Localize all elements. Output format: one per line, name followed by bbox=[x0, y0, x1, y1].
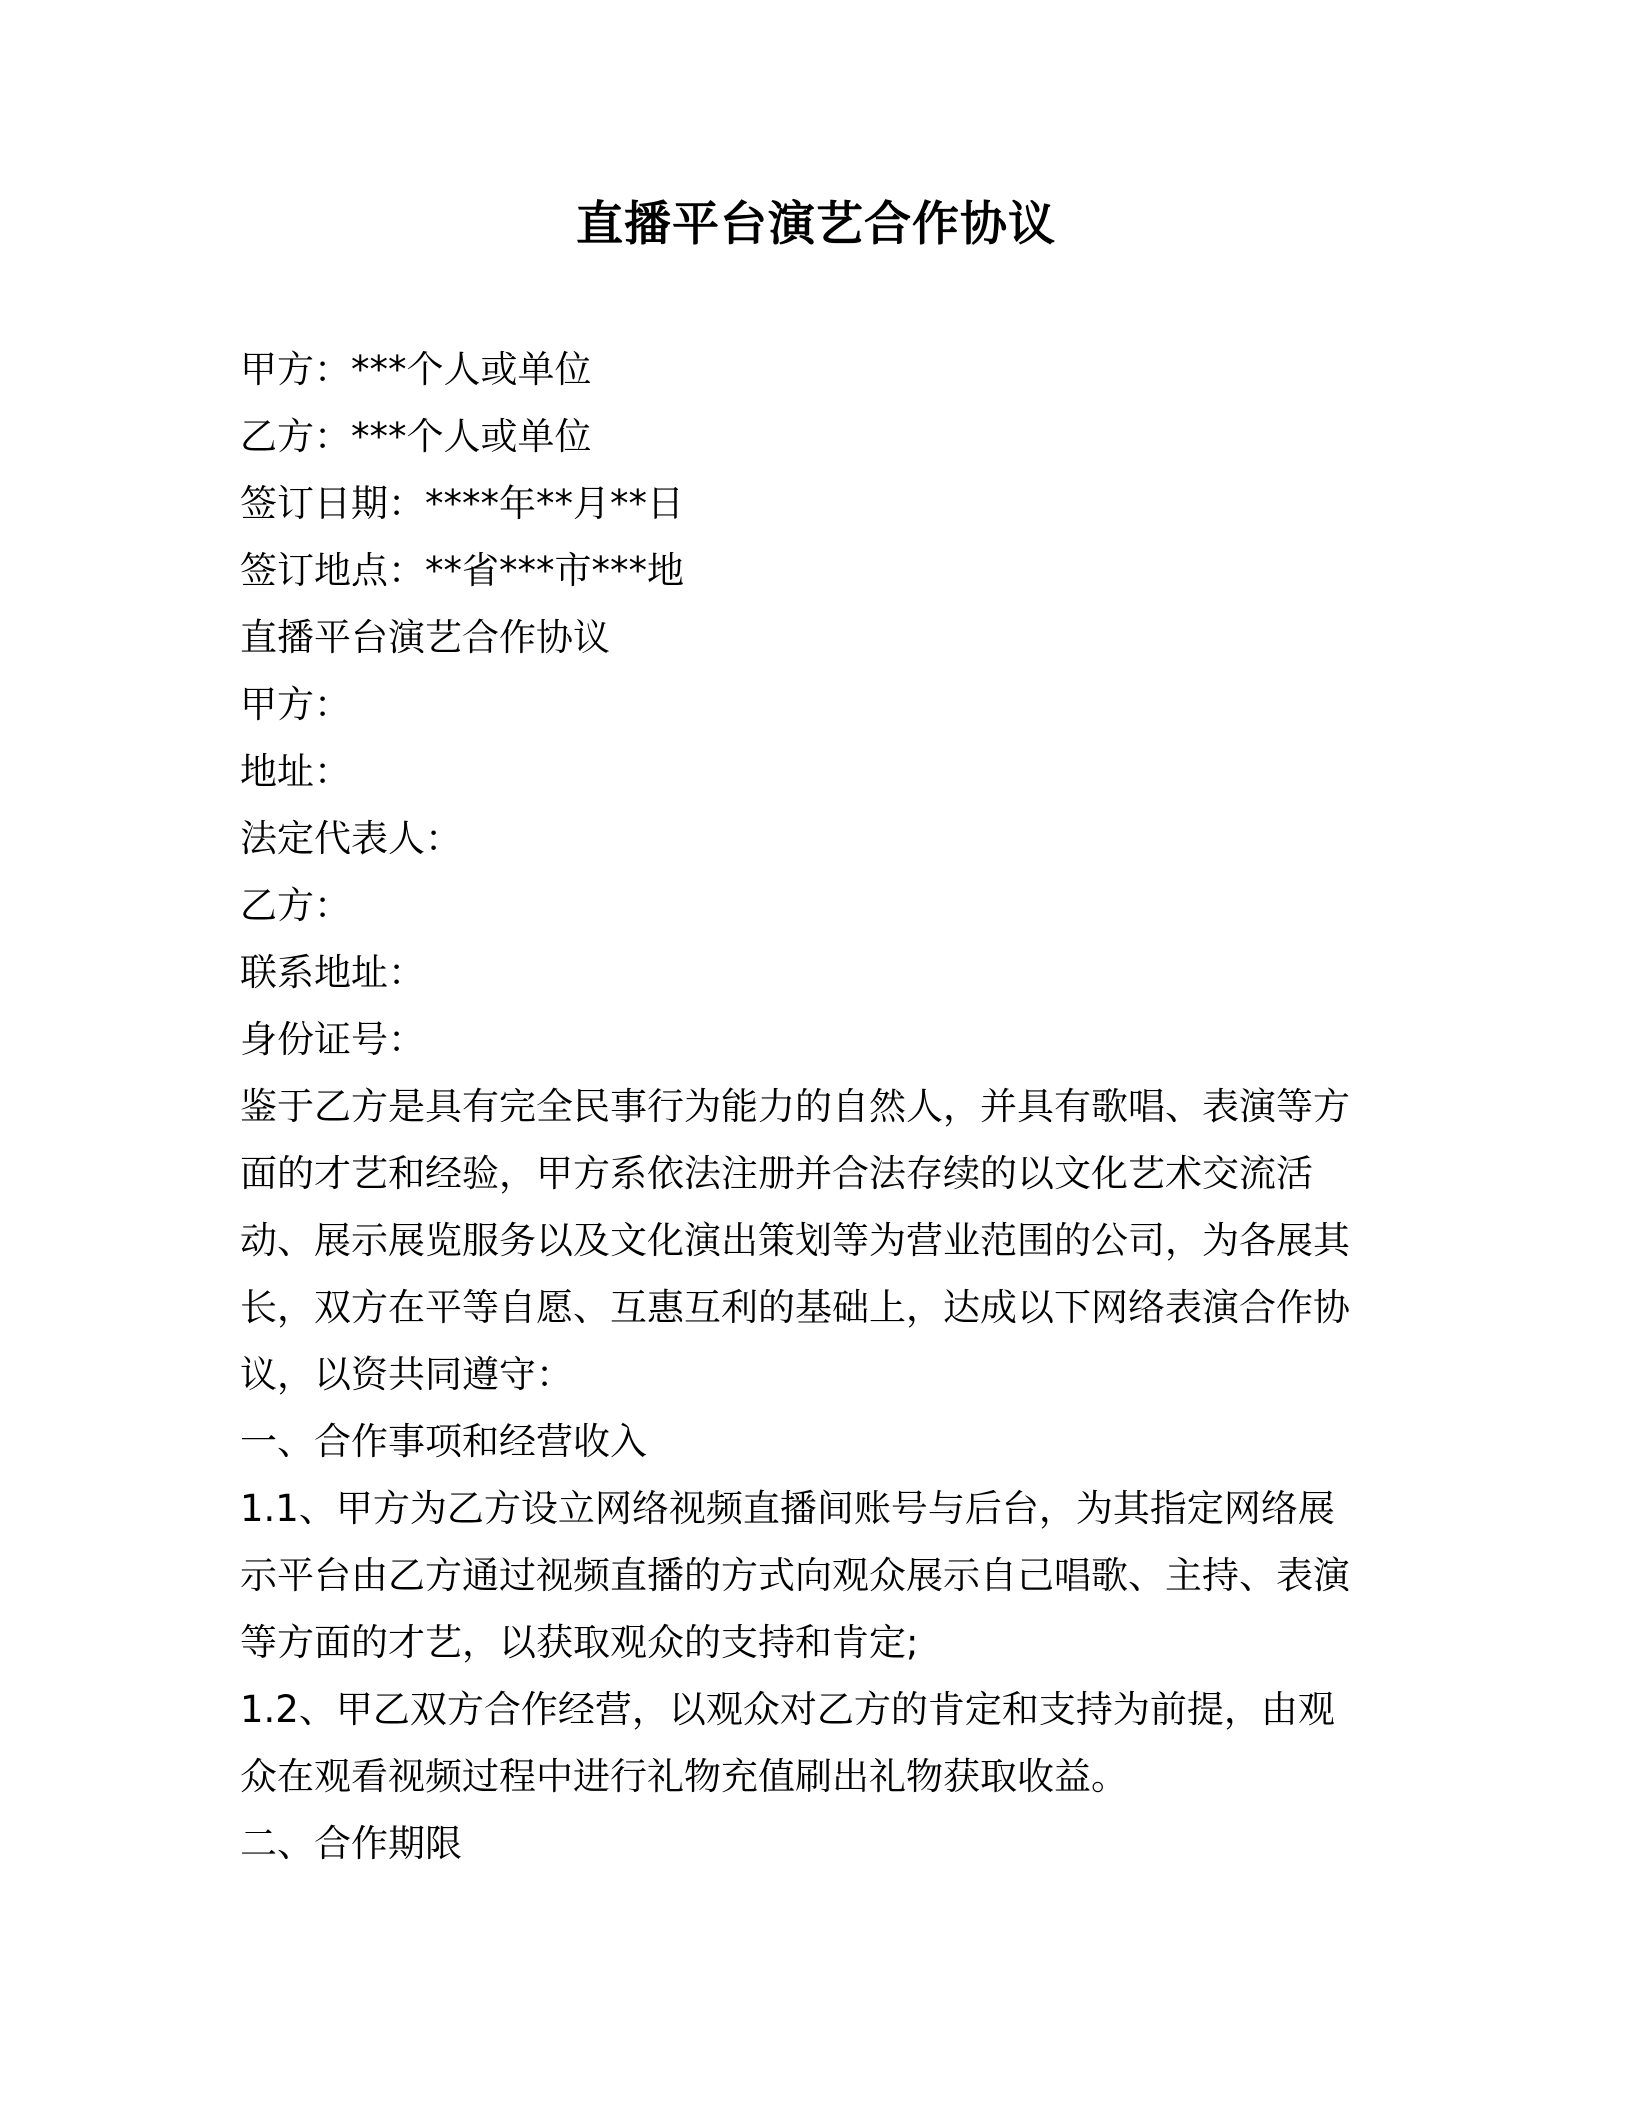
clause-1-1: 1.1、甲方为乙方设立网络视频直播间账号与后台，为其指定网络展示平台由乙方通过视频直播的方式向观众展示自己唱歌、主持、表演等方面的才艺，以获取观众的支持和肯定; bbox=[240, 1487, 1350, 1664]
section-heading: 一、合作事项和经营收入 bbox=[240, 1420, 647, 1463]
address-field: 地址： bbox=[240, 750, 351, 793]
contact-address-field: 联系地址： bbox=[240, 951, 425, 994]
signing-place-line: 签订地点：**省***市***地 bbox=[240, 549, 684, 592]
signing-date-line: 签订日期：****年**月**日 bbox=[240, 482, 684, 525]
document-title: 直播平台演艺合作协议 bbox=[576, 197, 1056, 252]
document-body bbox=[240, 336, 1370, 1877]
id-number-field: 身份证号： bbox=[240, 1018, 425, 1061]
party-a-field: 甲方： bbox=[240, 683, 351, 726]
legal-representative-field: 法定代表人： bbox=[240, 817, 462, 860]
party-a-line: 甲方：***个人或单位 bbox=[240, 348, 592, 391]
party-b-line: 乙方：***个人或单位 bbox=[240, 415, 592, 458]
clause-1-2: 1.2、甲乙双方合作经营，以观众对乙方的肯定和支持为前提，由观众在观看视频过程中进行礼物充值刷出礼物获取收益。 bbox=[240, 1688, 1335, 1798]
agreement-subtitle: 直播平台演艺合作协议 bbox=[240, 616, 610, 659]
section-heading: 二、合作期限 bbox=[240, 1822, 462, 1865]
party-b-field: 乙方： bbox=[240, 884, 351, 927]
preamble-paragraph: 鉴于乙方是具有完全民事行为能力的自然人，并具有歌唱、表演等方面的才艺和经验，甲方系依法注册并合法存续的以文化艺术交流活动、展示展览服务以及文化演出策划等为营业范围的公司，为各展其长，双方在平等自愿、互惠互利的基础上，达成以下网络表演合作协议，以资共同遵守： bbox=[240, 1085, 1350, 1396]
